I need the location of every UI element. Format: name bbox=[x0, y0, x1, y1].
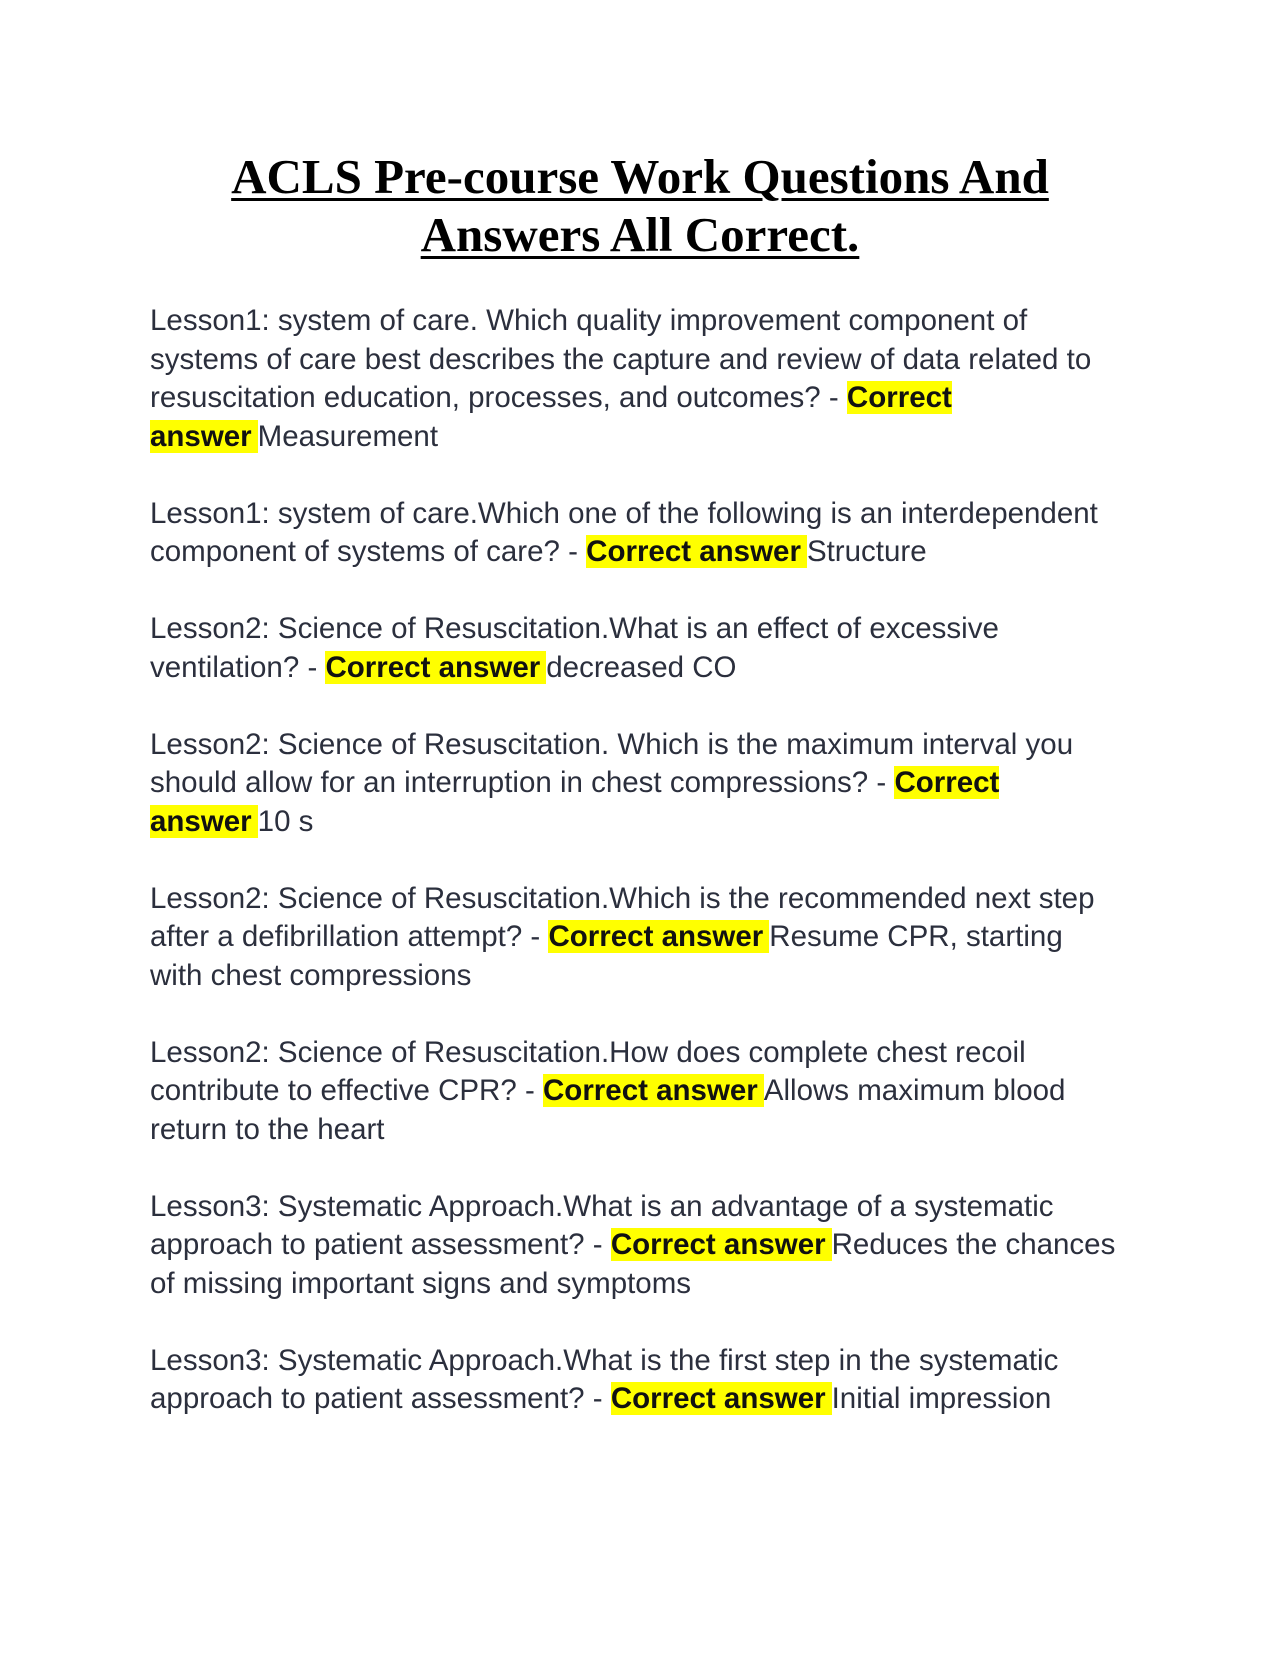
qa-item bbox=[150, 1034, 1120, 1150]
correct-answer-label: Correct answer bbox=[611, 1228, 832, 1261]
answer-text: Allows maximum blood return to the heart bbox=[150, 1074, 1066, 1146]
answer-text: Measurement bbox=[257, 419, 439, 453]
qa-item bbox=[150, 1188, 1120, 1304]
qa-item bbox=[150, 495, 1120, 572]
correct-answer-label: Correct answer bbox=[548, 920, 769, 953]
correct-answer-label: Correct answer bbox=[150, 381, 952, 453]
document-title bbox=[0, 148, 1280, 264]
title-line-1: ACLS Pre-course Work Questions And bbox=[231, 149, 1049, 204]
correct-answer-label: Correct answer bbox=[611, 1382, 832, 1415]
answer-text: Initial impression bbox=[831, 1382, 1052, 1415]
answer-text: Structure bbox=[806, 535, 927, 568]
correct-answer-label: Correct answer bbox=[543, 1074, 764, 1107]
qa-item bbox=[150, 1342, 1120, 1419]
question-text: Lesson3: Systematic Approach.What is an advantage of a systematic approach to patient assessment? - bbox=[150, 1189, 1054, 1261]
answer-text: 10 s bbox=[257, 804, 314, 838]
qa-item bbox=[150, 880, 1120, 996]
correct-answer-label: Correct answer bbox=[325, 651, 546, 684]
answer-text: decreased CO bbox=[546, 650, 737, 684]
qa-item bbox=[150, 726, 1120, 842]
answer-text: Reduces the chances of missing important signs and symptoms bbox=[150, 1228, 1116, 1300]
qa-item bbox=[150, 302, 1120, 456]
question-text: Lesson1: system of care.Which one of the following is an interdependent component of systems of care? - bbox=[150, 496, 1098, 568]
correct-answer-label: Correct answer bbox=[586, 535, 807, 568]
question-text: Lesson2: Science of Resuscitation.How does complete chest recoil contribute to effective CPR? - bbox=[150, 1035, 1026, 1107]
answer-text: Resume CPR, starting with chest compressions bbox=[150, 920, 1063, 992]
qa-item bbox=[150, 610, 1120, 687]
qa-list bbox=[150, 302, 1120, 1457]
question-text: Lesson2: Science of Resuscitation. Which is the maximum interval you should allow for an interruption in chest compressions? - bbox=[150, 727, 1074, 799]
title-line-2: Answers All Correct. bbox=[420, 207, 860, 262]
question-text: Lesson1: system of care. Which quality improvement component of systems of care best describes the capture and review of data related to resuscitation education, processes, and outcomes? - bbox=[150, 304, 1092, 414]
question-text: Lesson2: Science of Resuscitation.What is an effect of excessive ventilation? - bbox=[150, 612, 999, 684]
question-text: Lesson2: Science of Resuscitation.Which is the recommended next step after a defibrillation attempt? - bbox=[150, 881, 1095, 953]
correct-answer-label: Correct answer bbox=[150, 766, 1000, 838]
question-text: Lesson3: Systematic Approach.What is the first step in the systematic approach to patient assessment? - bbox=[150, 1343, 1059, 1415]
